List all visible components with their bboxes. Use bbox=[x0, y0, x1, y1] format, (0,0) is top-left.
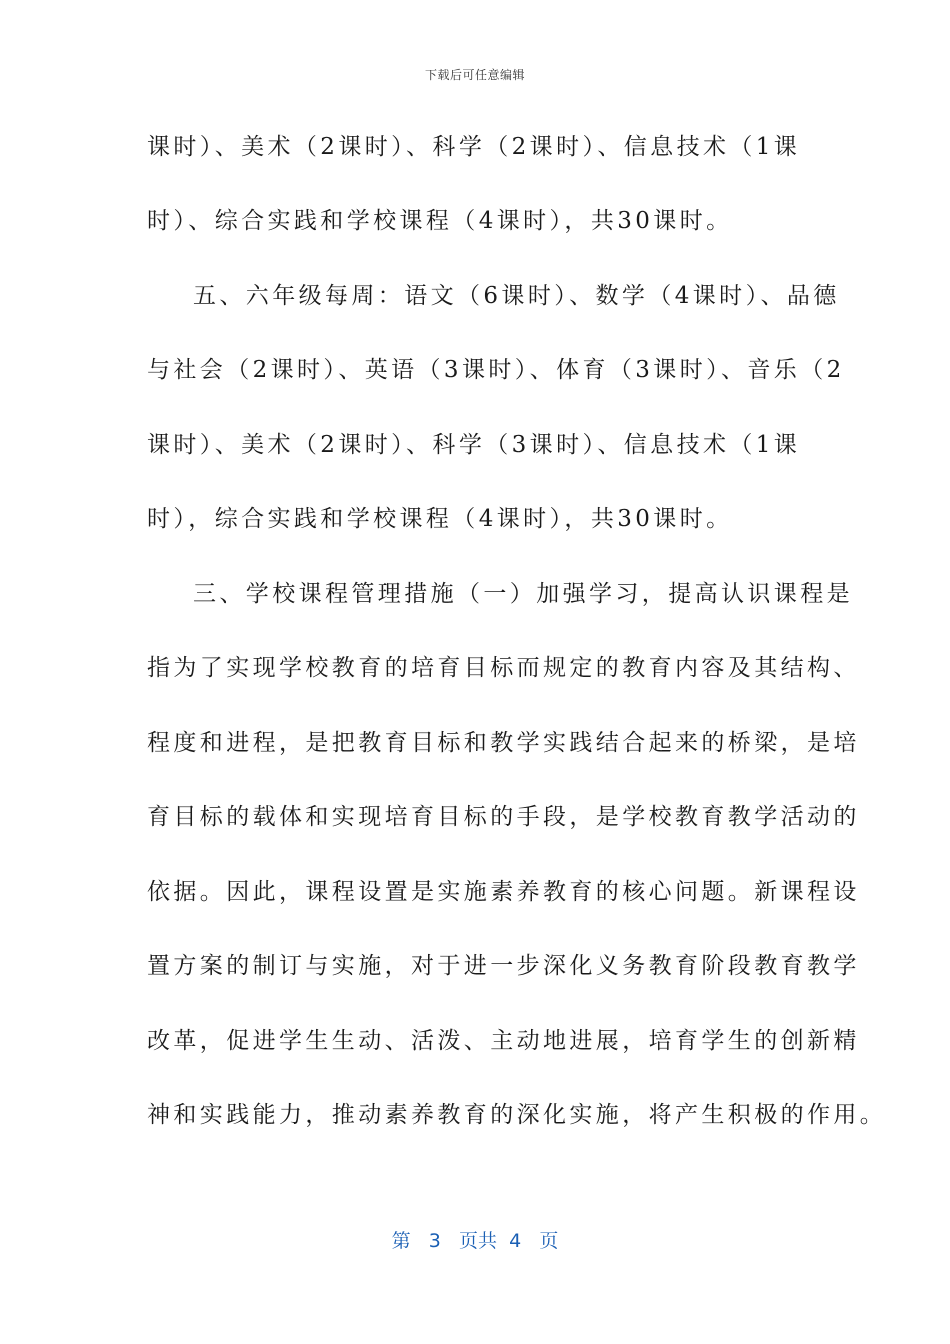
body-line-4: 与社会（2课时）、英语（3课时）、体育（3课时）、音乐（2 bbox=[147, 357, 845, 383]
body-line-10: 育目标的载体和实现培育目标的手段，是学校教育教学活动的 bbox=[147, 804, 860, 830]
body-line-8: 指为了实现学校教育的培育目标而规定的教育内容及其结构、 bbox=[147, 655, 860, 681]
footer-middle: 页共 bbox=[459, 1230, 498, 1252]
body-line-1: 课时）、美术（2课时）、科学（2课时）、信息技术（1课 bbox=[147, 134, 801, 160]
page-number-footer bbox=[0, 1226, 950, 1253]
body-line-6: 时），综合实践和学校课程（4课时），共30课时。 bbox=[147, 506, 733, 532]
body-line-5: 课时）、美术（2课时）、科学（3课时）、信息技术（1课 bbox=[147, 432, 801, 458]
body-line-9: 程度和进程，是把教育目标和教学实践结合起来的桥梁，是培 bbox=[147, 730, 860, 756]
page-header-note: 下载后可任意编辑 bbox=[424, 68, 525, 82]
total-pages-number: 4 bbox=[509, 1230, 522, 1252]
body-line-12: 置方案的制订与实施，对于进一步深化义务教育阶段教育教学 bbox=[147, 953, 860, 979]
body-line-7: 三、学校课程管理措施（一）加强学习，提高认识课程是 bbox=[193, 581, 853, 607]
footer-suffix: 页 bbox=[539, 1230, 559, 1252]
body-line-14: 神和实践能力，推动素养教育的深化实施，将产生积极的作用。 bbox=[147, 1102, 887, 1128]
footer-prefix: 第 bbox=[391, 1230, 411, 1252]
body-line-2: 时）、综合实践和学校课程（4课时），共30课时。 bbox=[147, 208, 733, 234]
body-line-13: 改革，促进学生生动、活泼、主动地进展，培育学生的创新精 bbox=[147, 1028, 860, 1054]
body-line-3: 五、六年级每周：语文（6课时）、数学（4课时）、品德 bbox=[193, 283, 840, 309]
current-page-number: 3 bbox=[428, 1230, 441, 1252]
body-line-11: 依据。因此，课程设置是实施素养教育的核心问题。新课程设 bbox=[147, 879, 860, 905]
